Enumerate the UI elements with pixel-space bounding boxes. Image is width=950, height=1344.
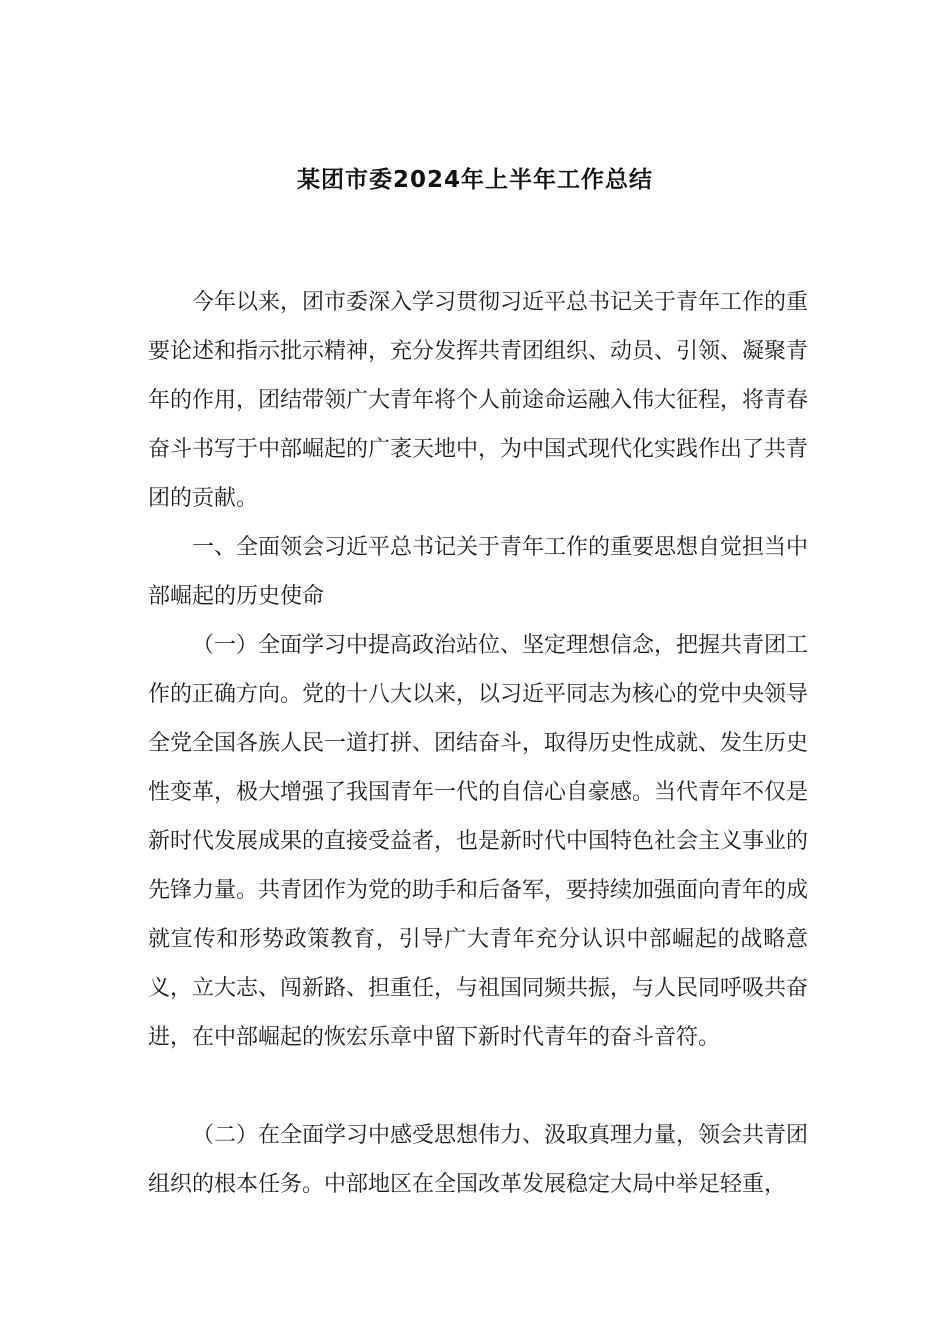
section-heading-1 [148,523,808,621]
paragraph-subsection-1 [148,621,808,1062]
paragraph-subsection-2 [148,1111,808,1209]
document-title: 某团市委2024年上半年工作总结 [296,167,653,193]
paragraph-intro [148,278,808,523]
paragraph-subsection-1-text: （一）全面学习中提高政治站位、坚定理想信念，把握共青团工作的正确方向。党的十八大以来，以习近平同志为核心的党中央领导全党全国各族人民一道打拼、团结奋斗，取得历史性成就、发生历史性变革，极大增强了我国青年一代的自信心自豪感。当代青年不仅是新时代发展成果的直接受益者，也是新时代中国特色社会主义事业的先锋力量。共青团作为党的助手和后备军，要持续加强面向青年的成就宣传和形势政策教育，引导广大青年充分认识中部崛起的战略意义，立大志、闯新路、担重任，与祖国同频共振，与人民同呼吸共奋进，在中部崛起的恢宏乐章中留下新时代青年的奋斗音符。 [148,633,809,1050]
section-heading-1-text: 一、全面领会习近平总书记关于青年工作的重要思想自觉担当中部崛起的历史使命 [148,535,809,609]
paragraph-subsection-2-text: （二）在全面学习中感受思想伟力、汲取真理力量，领会共青团组织的根本任务。中部地区在全国改革发展稳定大局中举足轻重， [148,1123,809,1197]
paragraph-intro-text: 今年以来，团市委深入学习贯彻习近平总书记关于青年工作的重要论述和指示批示精神，充分发挥共青团组织、动员、引领、凝聚青年的作用，团结带领广大青年将个人前途命运融入伟大征程，将青春奋斗书写于中部崛起的广袤天地中，为中国式现代化实践作出了共青团的贡献。 [148,290,809,511]
